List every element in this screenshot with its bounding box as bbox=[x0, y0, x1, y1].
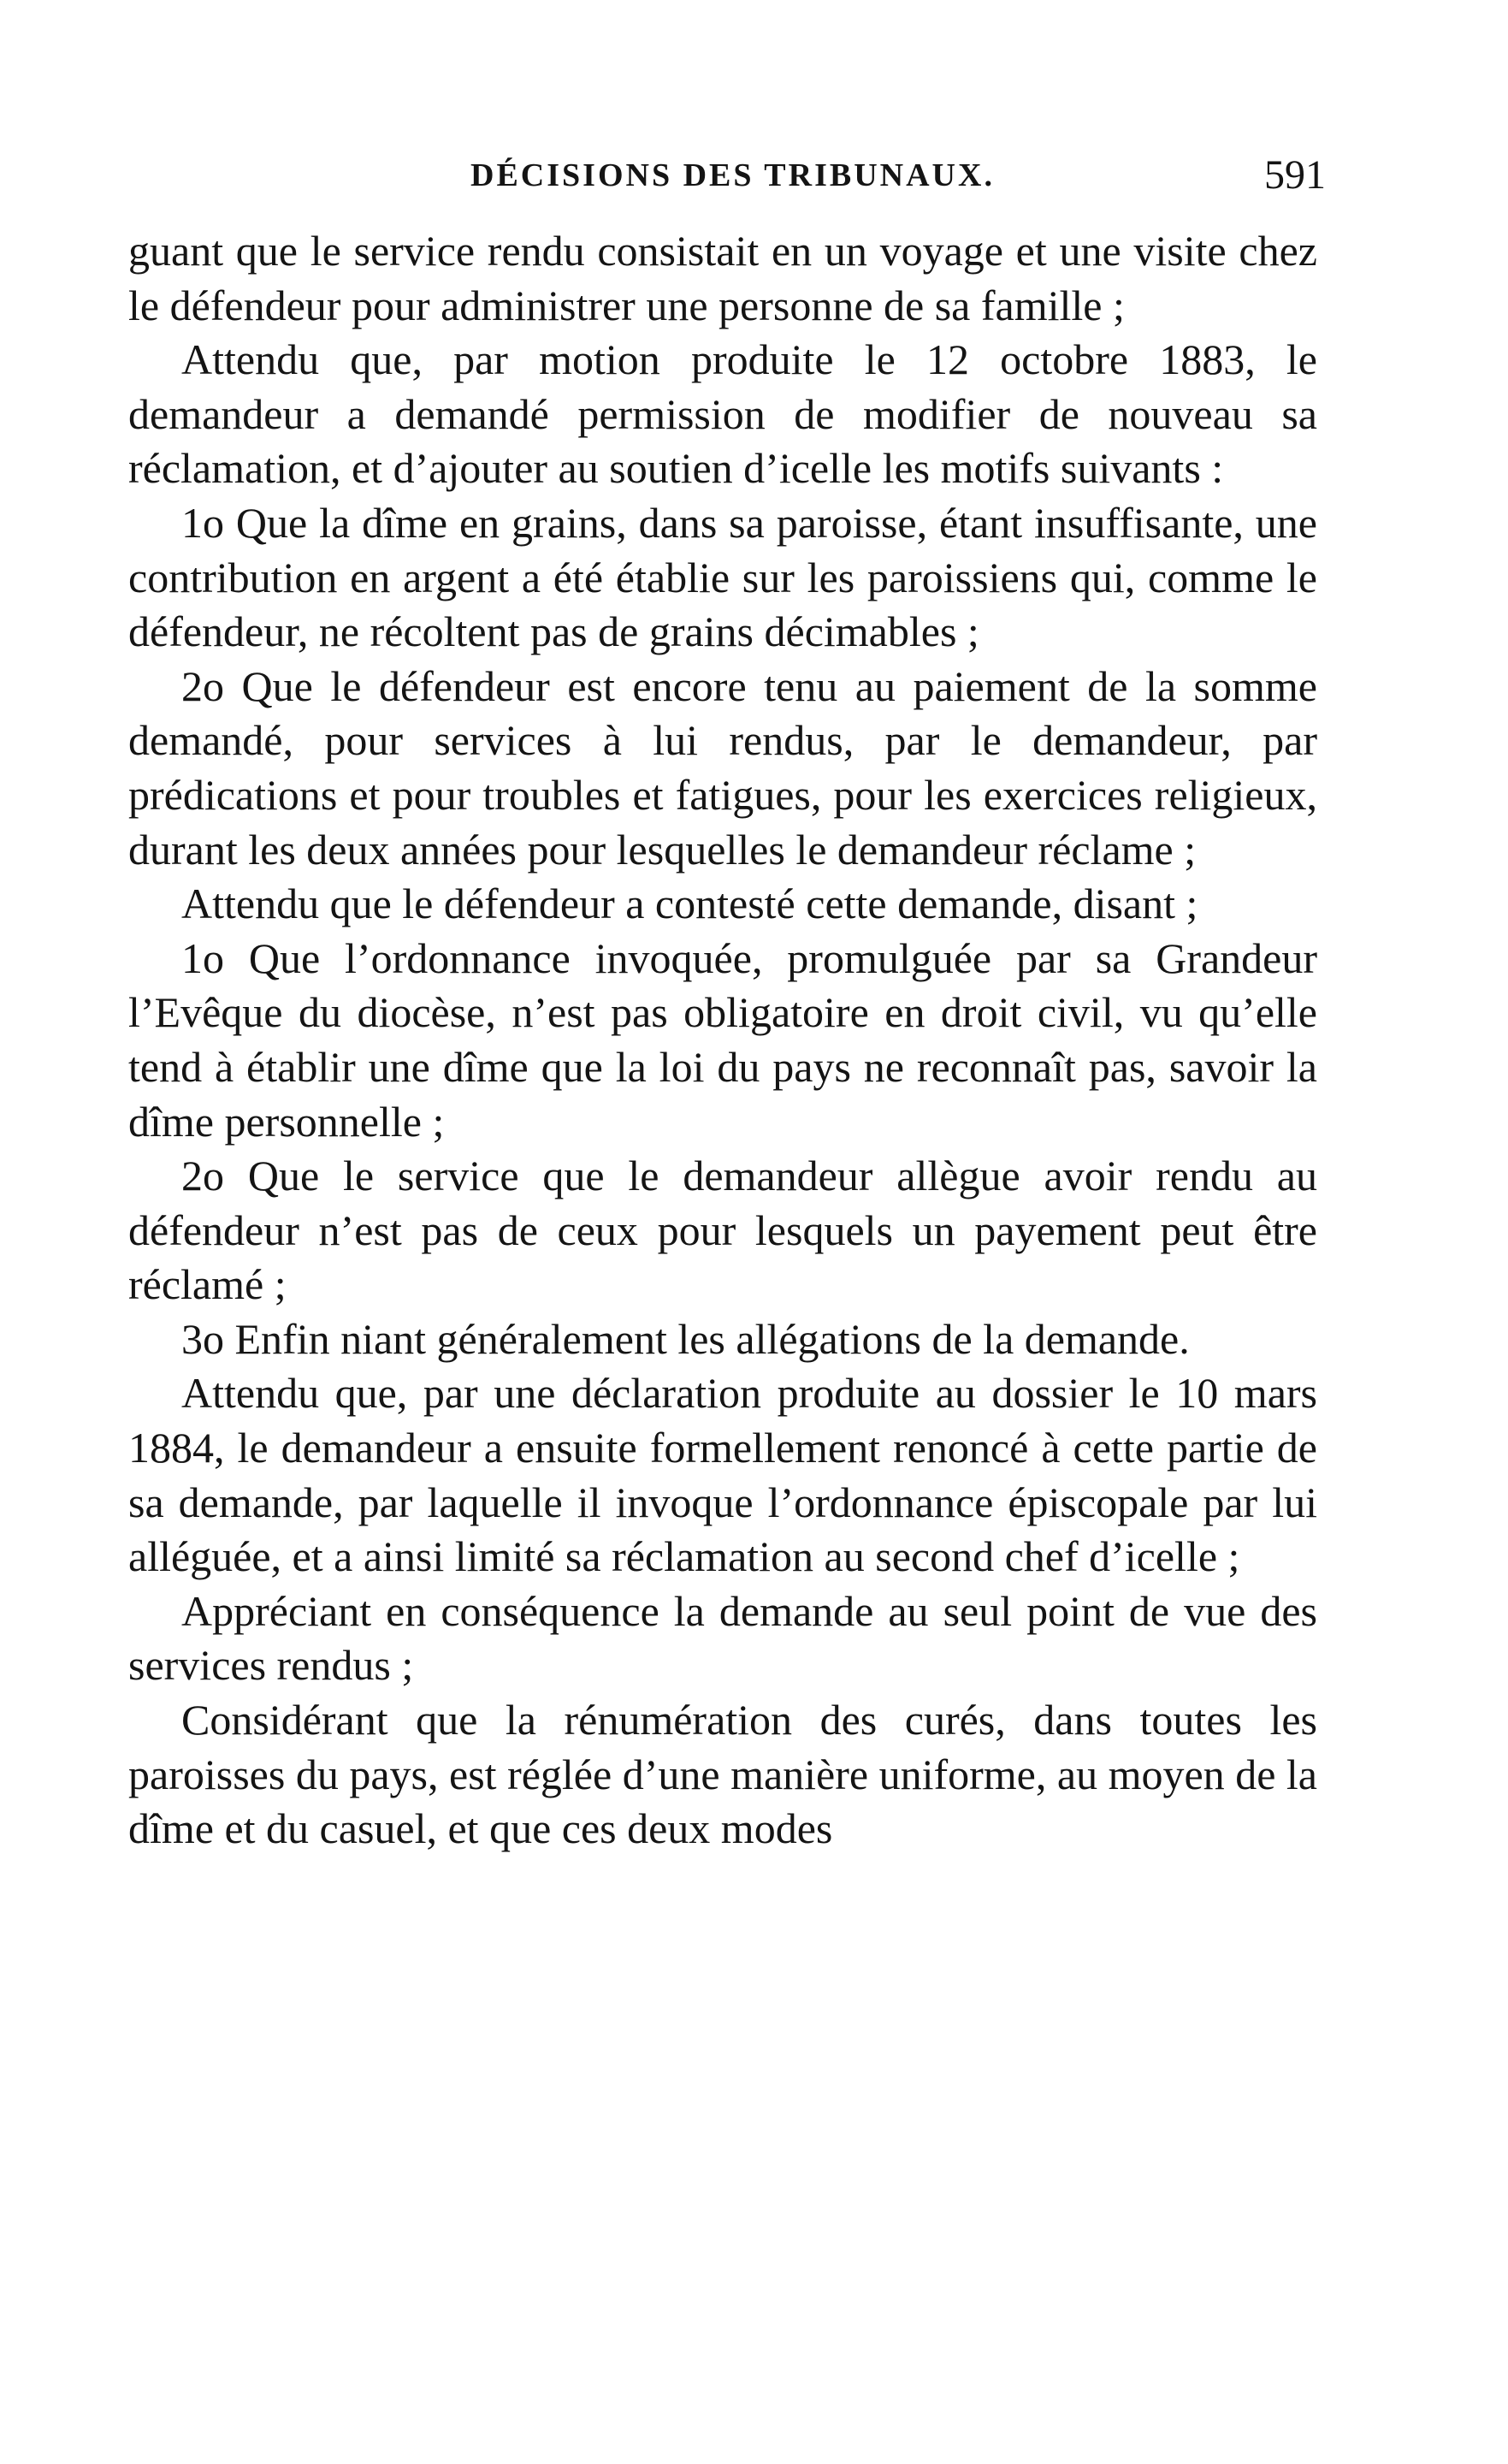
paragraph-continuation: guant que le service rendu consistait en un voyage et une visite chez le défendeur pour administrer une personne de sa famille ; bbox=[128, 227, 1317, 329]
paragraph-motive-2: 2o Que le défendeur est encore tenu au paiement de la somme demandé, pour services à lui rendus, par le demandeur, par prédications et pour troubles et fatigues, pour les exercices religieux, durant les deux années pour lesquelles le demandeur réclame ; bbox=[128, 661, 1317, 874]
page-header bbox=[128, 145, 1326, 205]
paragraph-appreciation: Appréciant en conséquence la demande au seul point de vue des services rendus ; bbox=[128, 1586, 1317, 1690]
paragraph-contestation: Attendu que le défendeur a contesté cette demande, disant ; bbox=[181, 880, 1198, 928]
running-head: DÉCISIONS DES TRIBUNAUX. bbox=[470, 157, 995, 193]
paragraph-motive-1: 1o Que la dîme en grains, dans sa paroisse, étant insuffisante, une contribution en argent a été établie sur les paroissiens qui, comme le défendeur, ne récoltent pas de grains décimables ; bbox=[128, 498, 1317, 656]
page-number: 591 bbox=[1264, 152, 1326, 198]
paragraph-consideration: Considérant que la rénumération des curés, dans toutes les paroisses du pays, est réglée d’une manière uniforme, au moyen de la dîme et du casuel, et que ces deux modes bbox=[128, 1696, 1317, 1853]
paragraph-motion: Attendu que, par motion produite le 12 octobre 1883, le demandeur a demandé permission de modifier de nouveau sa réclamation, et d’ajouter au soutien d’icelle les motifs suivants : bbox=[128, 335, 1317, 493]
paragraph-defense-2: 2o Que le service que le demandeur allègue avoir rendu au défendeur n’est pas de ceux pour lesquels un payement peut être réclamé ; bbox=[128, 1152, 1317, 1309]
paragraph-declaration: Attendu que, par une déclaration produite au dossier le 10 mars 1884, le demandeur a ensuite formellement renoncé à cette partie de sa demande, par laquelle il invoque l’ordonnance épiscopale par lui alléguée, et a ainsi limité sa réclamation au second chef d’icelle ; bbox=[128, 1369, 1317, 1581]
body-text bbox=[128, 224, 1317, 1857]
paragraph-defense-1: 1o Que l’ordonnance invoquée, promulguée par sa Grandeur l’Evêque du diocèse, n’est pas obligatoire en droit civil, vu qu’elle tend à établir une dîme que la loi du pays ne reconnaît pas, savoir la dîme personnelle ; bbox=[128, 933, 1317, 1146]
paragraph-defense-3: 3o Enfin niant généralement les allégations de la demande. bbox=[181, 1314, 1190, 1363]
